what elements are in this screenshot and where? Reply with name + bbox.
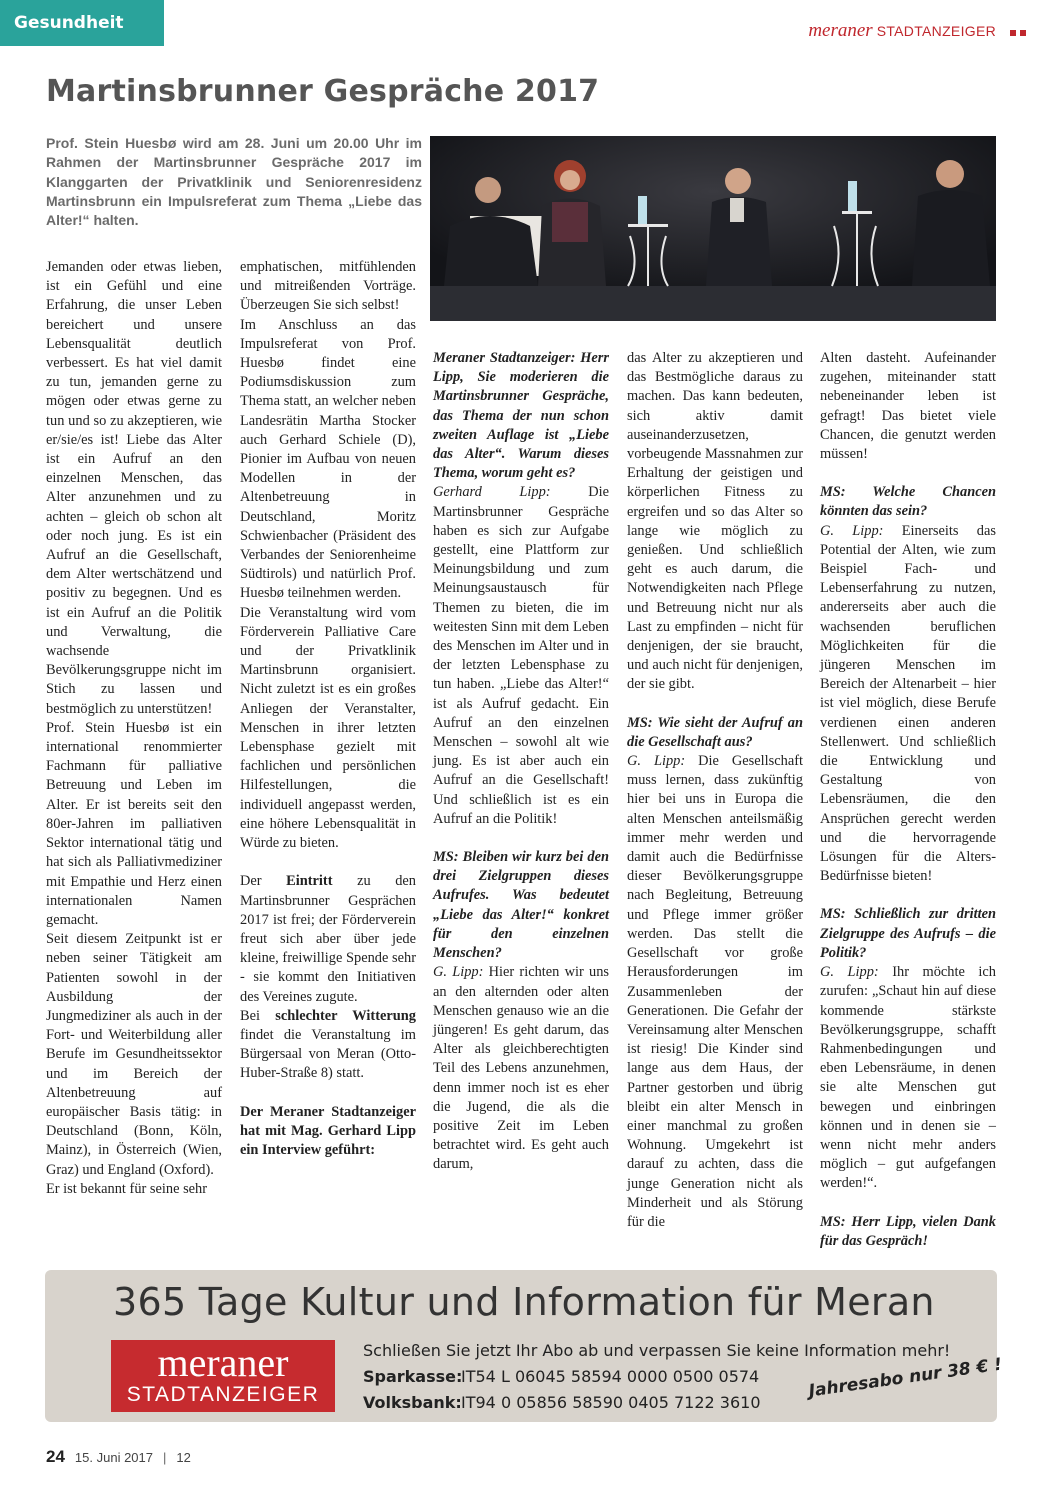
paragraph: Alten dasteht. Aufeinander zugehen, miteinander statt nebeneinander leben ist gefragt! Das bietet viele Chancen, die genutzt werden müssen! (820, 350, 996, 463)
text: Einerseits das Potential der Alten, wie zum Beispiel Fach- und Lebenserfahrung zu nutzen, andererseits aber auch die wachsenden beruflichen Möglichkeiten für die jüngeren Menschen im Bereich der Altenarbeit – hier ist viel möglich, diese Berufe verdienen einen anderen Stellenwert. Und schließlich die Entwicklung und Gestaltung von Lebensräumen, die den Ansprüchen gerecht werden und die hervorragende Lösungen für die Alters-Bedürfnisse bieten! (820, 522, 996, 885)
body-column-5 (820, 349, 996, 1251)
paragraph: Jemanden oder etwas lieben, ist ein Gefühl und eine Erfahrung, die unser Leben bereichert und unsere Lebensqualität deutlich verbessert. Es hat viel damit zu tun, jemanden gerne zu mögen oder etwas gerne zu tun und so zu akzeptieren, wie er/sie/es ist! Liebe das Alter ist ein Aufruf an den einzelnen Menschen, das Alter anzunehmen und zu achten – gleich ob schon alt oder noch jung. Es ist ein Aufruf an die Gesellschaft, dem Alter wertschätzend und positiv zu begegnen. Und es ist ein Aufruf an die Politik und Verwaltung, die wachsende Bevölkerungsgruppe nicht im Stich zu lassen und bestmöglich zu unterstützen! (46, 259, 222, 717)
ad-title: 365 Tage Kultur und Information für Meran (113, 1280, 935, 1324)
bank-label: Volksbank: (363, 1393, 462, 1412)
paragraph: Im Anschluss an das Impulsreferat von Prof. Huesbø findet eine Podiumsdiskussion zum Thema statt, an welcher neben Landesrätin Martha Stocker auch Gerhard Schiele (D), Pionier im Aufbau von neuen Modellen in der Altenbetreuung in Deutschland, Moritz Schwienbacher (Präsident des Verbandes der Seniorenheime Südtirols) und natürlich Prof. Huesbø teilnehmen werden. (240, 316, 416, 602)
speaker: G. Lipp: (820, 522, 884, 539)
paragraph-weather (240, 1007, 416, 1084)
paragraph: das Alter zu akzeptieren und das Bestmögliche daraus zu machen. Das kann bedeuten, sich aktiv damit auseinanderzusetzen, vorbeugende Massnahmen zur Erhaltung der geistigen und körperlichen Fitness zu ergreifen und so das Alter so lange wie möglich zu genießen. Und schließlich geht es auch darum, die Notwendigkeiten nach Pflege und Betreuung nicht nur als Last zu empfinden – nicht für denjenigen, der sie braucht, und auch nicht für denjenigen, der sie gibt. (627, 350, 803, 693)
interview-intro: Der Meraner Stadtanzeiger hat mit Mag. Gerhard Lipp ein Interview geführt: (240, 1103, 416, 1158)
text: Hier richten wir uns an den alternden oder alten Menschen genauso wie an die jüngeren! Es geht darum, das Alter als gleichberechtigten Teil des Lebens anzunehmen, denn immer noch ist es eher die Jugend, die als die positive Zeit im Leben betrachtet wird. Es geht auch darum, (433, 964, 609, 1173)
body-column-2 (240, 258, 416, 1160)
speaker: G. Lipp: (627, 753, 686, 770)
interview-question: MS: Welche Chancen könnten das sein? (820, 484, 996, 520)
article-title: Martinsbrunner Gespräche 2017 (46, 74, 600, 109)
interview-answer (433, 963, 609, 1174)
body-column-4 (627, 349, 803, 1232)
logo-line2: STADTANZEIGER (126, 1383, 320, 1406)
issue-date: 15. Juni 2017 (74, 1450, 153, 1465)
page-number: 24 (46, 1447, 65, 1466)
text-bold: schlechter Witterung (275, 1007, 416, 1024)
subscription-ad[interactable] (45, 1270, 1004, 1422)
paragraph-entry (240, 872, 416, 1006)
article-lead: Prof. Stein Huesbø wird am 28. Juni um 20.00 Uhr im Rahmen der Martinsbrunner Gespräche 2017 im Klanggarten der Privatklinik und Seniorenresidenz Martinsbrunn ein Impulsreferat zum Thema „Liebe das Alter!“ halten. (46, 135, 422, 229)
interview-closing: MS: Herr Lipp, vielen Dank für das Gespräch! (820, 1213, 996, 1249)
body-column-1 (46, 258, 222, 1199)
text: zu den Martinsbrunner Gesprächen 2017 ist frei; der Förderverein freut sich aber über jede kleine, freiwillige Spende sehr - sie kommt den Initiativen des Vereines zugute. (240, 873, 416, 1005)
separator: | (163, 1450, 167, 1465)
text: Der (240, 873, 287, 890)
interview-question: Meraner Stadtanzeiger: Herr Lipp, Sie moderieren die Martinsbrunner Gespräche, das Thema der nun schon zweiten Auflage ist „Liebe das Alter“. Warum dieses Thema, worum geht es? (433, 350, 609, 482)
text: Ihr möchte ich zurufen: „Schaut hin auf diese kommende stärkste Bevölkerungsgruppe, schafft Rahmenbedingungen und eben Lebensräume, in denen sie alte Menschen gut bewegen und einbringen können und in denen sie – wenn nicht mehr anders möglich – gut aufgefangen werden!“. (820, 964, 996, 1192)
paragraph: Er ist bekannt für seine sehr (46, 1180, 208, 1197)
paragraph: emphatischen, mitfühlenden und mitreißenden Vorträge. Überzeugen Sie sich selbst! (240, 259, 416, 314)
issue-number: 12 (176, 1450, 191, 1465)
masthead (808, 20, 1026, 42)
bank-label: Sparkasse: (363, 1367, 463, 1386)
speaker: Gerhard Lipp: (433, 484, 551, 501)
panel-photo (430, 136, 996, 321)
interview-answer (627, 752, 803, 1232)
text: findet die Veranstaltung im Bürgersaal von Meran (Otto-Huber-Straße 8) statt. (240, 1026, 416, 1082)
interview-answer (820, 522, 996, 887)
page-footer (46, 1447, 191, 1467)
section-tab: Gesundheit (0, 0, 164, 46)
bank-iban: IT94 0 05856 58590 0405 7122 3610 (461, 1393, 761, 1412)
interview-answer (820, 963, 996, 1193)
interview-answer (433, 483, 609, 829)
paragraph: Prof. Stein Huesbø ist ein international renommierter Fachmann für palliative Betreuung und Leben im Alter. Er ist bereits seit den 80er-Jahren im palliativen Sektor international tätig und hat sich als Palliativmediziner mit Empathie und Herz einen internationalen Namen gemacht. (46, 719, 222, 928)
speaker: G. Lipp: (820, 964, 879, 981)
text-bold: Eintritt (286, 873, 333, 890)
brand-logo (111, 1340, 335, 1412)
masthead-name: STADTANZEIGER (876, 23, 996, 39)
paragraph: Die Veranstaltung wird vom Förderverein Palliative Care und der Privatklinik Martinsbrunn organisiert. Nicht zuletzt ist es ein großes Anliegen der Veranstalter, Menschen in ihrer letzten Lebensphase gezielt mit fachlichen und persönlichen Hilfestellungen, die individuell angepasst werden, eine höhere Lebensqualität in Würde zu bieten. (240, 604, 416, 852)
paragraph: Seit diesem Zeitpunkt ist er neben seiner Tätigkeit am Patienten sowohl in der Ausbildung der Jungmediziner als auch in der Fort- und Weiterbildung aller Berufe im Gesundheitssektor und im Bereich der Altenbetreuung auf europäischer Basis tätig: in Deutschland (Bonn, Köln, Mainz), in Österreich (Wien, Graz) und England (Oxford). (46, 931, 222, 1178)
masthead-dots (1010, 30, 1026, 36)
price-promo: Jahresabo nur 38 € ! (807, 1354, 1004, 1402)
interview-question: MS: Bleiben wir kurz bei den drei Zielgruppen dieses Aufrufes. Was bedeutet „Liebe das Alter!“ konkret für den einzelnen Menschen? (433, 849, 609, 962)
logo-line1: meraner (157, 1340, 289, 1385)
interview-question: MS: Wie sieht der Aufruf an die Gesellschaft aus? (627, 714, 803, 750)
bank-iban: IT54 L 06045 58594 0000 0500 0574 (461, 1367, 760, 1386)
ad-cta: Schließen Sie jetzt Ihr Abo ab und verpassen Sie keine Information mehr! (363, 1341, 951, 1360)
text: Die Martinsbrunner Gespräche haben es sich zur Aufgabe gestellt, eine Plattform zur Meinungsbildung und zum Meinungsaustausch für Themen zu bieten, die im weitesten Sinn mit dem Leben des Menschen im Alter und in der letzten Lebensphase zu tun haben. „Liebe das Alter!“ ist als Aufruf gedacht. Ein Aufruf an den einzelnen Menschen – sowohl alt wie jung. Es ist aber auch ein Aufruf an die Gesellschaft! Und schließlich ist es ein Aufruf an die Politik! (433, 484, 609, 827)
speaker: G. Lipp: (433, 964, 484, 981)
text: Die Gesellschaft muss lernen, dass zukünftig hier bei uns in Europa die alten Menschen anteilsmäßig immer mehr werden und damit auch die Bedürfnisse dieser Bevölkerungsgruppe nach Begleitung, Betreuung und Pflege immer größer werden. Das stellt die Gesellschaft vor große Herausforderungen im Zusammenleben der Generationen. Die Gefahr der Vereinsamung alter Menschen ist riesig! Die Kinder sind lange aus dem Haus, der Partner gestorben und übrig bleibt ein alter Mensch in einer manchmal zu großen Wohnung. Umgekehrt ist darauf zu achten, dass die junge Generation nicht als Minderheit und als Störung für die (627, 753, 803, 1230)
interview-question: MS: Schließlich zur dritten Zielgruppe des Aufrufs – die Politik? (820, 906, 996, 961)
stage-photo-illustration (430, 136, 996, 321)
masthead-brand: meraner (808, 20, 873, 41)
body-column-3 (433, 349, 609, 1175)
text: Bei (240, 1007, 276, 1024)
